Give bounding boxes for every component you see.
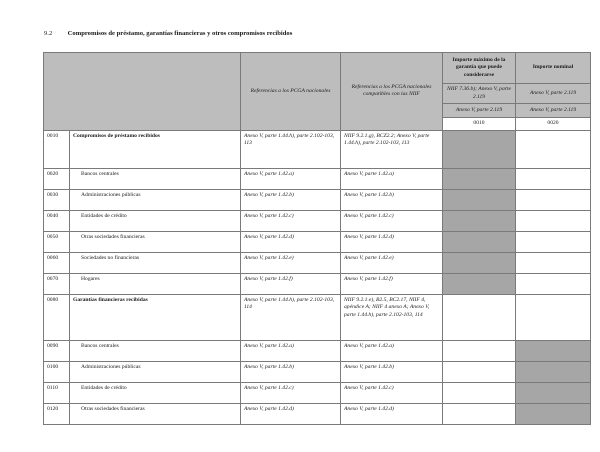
shaded-cell xyxy=(443,168,516,189)
row-code: 0020 xyxy=(44,168,70,189)
row-ref-niif: Anexo V, parte 1.42.b) xyxy=(341,189,443,210)
row-ref-niif: NIIF 9.2.1.e), B2.5, BC2.17, NIIF 4, apéndice A; NIIF 4 anexo A; Anexo V, parte 1.44.h), parte 2.102-103, 114 xyxy=(341,294,443,340)
row-ref-niif: Anexo V, parte 1.42.a) xyxy=(341,168,443,189)
value-cell xyxy=(443,294,516,340)
row-ref-niif: NIIF 9.2.1.g), BCZ2.2; Anexo V, parte 1.44.h), parte 2.102-103, 113 xyxy=(341,130,443,168)
section-title: Compromisos de préstamo, garantías financieras y otros compromisos recibidos xyxy=(67,30,293,37)
row-label: Administraciones públicas xyxy=(70,361,241,382)
shaded-cell xyxy=(443,273,516,294)
row-code: 0120 xyxy=(44,403,70,424)
row-ref-pcga: Anexo V, parte 1.44.h), parte 2.102-103, 113 xyxy=(241,130,341,168)
shaded-cell xyxy=(443,252,516,273)
row-ref-niif: Anexo V, parte 1.42.b) xyxy=(341,361,443,382)
value-cell xyxy=(516,252,591,273)
row-ref-niif: Anexo V, parte 1.42.c) xyxy=(341,382,443,403)
header-ref-niif: Referencias a los PCGA nacionales compatibles con las NIIF xyxy=(341,53,443,131)
table-row xyxy=(44,168,591,189)
row-label: Otras sociedades financieras xyxy=(70,403,241,424)
table-row xyxy=(44,361,591,382)
shaded-cell xyxy=(516,382,591,403)
row-label: Garantías financieras recibidas xyxy=(70,294,241,340)
row-ref-niif: Anexo V, parte 1.42.a) xyxy=(341,340,443,361)
header-col1-ref-niif: NIIF 7.36.b); Anexo V, parte 2.119 xyxy=(443,84,516,104)
value-cell xyxy=(516,130,591,168)
row-code: 0080 xyxy=(44,294,70,340)
header-col1-code: 0010 xyxy=(443,118,516,131)
header-col1-ref-pcga: Anexo V, parte 2.119 xyxy=(443,104,516,118)
table-row xyxy=(44,403,591,424)
value-cell xyxy=(516,294,591,340)
shaded-cell xyxy=(516,361,591,382)
value-cell xyxy=(516,231,591,252)
row-label: Hogares xyxy=(70,273,241,294)
shaded-cell xyxy=(443,210,516,231)
row-ref-pcga: Anexo V, parte 1.44.h), parte 2.102-103, 114 xyxy=(241,294,341,340)
table-row xyxy=(44,340,591,361)
value-cell xyxy=(516,189,591,210)
shaded-cell xyxy=(516,340,591,361)
value-cell xyxy=(443,403,516,424)
row-code: 0100 xyxy=(44,361,70,382)
row-label: Compromisos de préstamo recibidos xyxy=(70,130,241,168)
shaded-cell xyxy=(443,189,516,210)
row-ref-pcga: Anexo V, parte 1.42.e) xyxy=(241,252,341,273)
row-ref-niif: Anexo V, parte 1.42.f) xyxy=(341,273,443,294)
row-ref-pcga: Anexo V, parte 1.42.c) xyxy=(241,210,341,231)
row-ref-pcga: Anexo V, parte 1.42.b) xyxy=(241,189,341,210)
row-ref-pcga: Anexo V, parte 1.42.d) xyxy=(241,403,341,424)
header-ref-pcga: Referencias a los PCGA nacionales xyxy=(241,53,341,131)
shaded-cell xyxy=(516,403,591,424)
row-label: Bancos centrales xyxy=(70,168,241,189)
shaded-cell xyxy=(443,231,516,252)
value-cell xyxy=(443,361,516,382)
row-ref-pcga: Anexo V, parte 1.42.a) xyxy=(241,168,341,189)
table-row xyxy=(44,231,591,252)
row-label: Entidades de crédito xyxy=(70,382,241,403)
value-cell xyxy=(516,273,591,294)
value-cell xyxy=(443,382,516,403)
row-label: Otras sociedades financieras xyxy=(70,231,241,252)
row-label: Administraciones públicas xyxy=(70,189,241,210)
section-heading xyxy=(44,30,292,37)
header-blank-cell xyxy=(44,53,241,131)
header-col2-code: 0020 xyxy=(516,118,591,131)
row-ref-pcga: Anexo V, parte 1.42.c) xyxy=(241,382,341,403)
row-code: 0070 xyxy=(44,273,70,294)
header-col2-ref-niif: Anexo V, parte 2.119 xyxy=(516,84,591,104)
value-cell xyxy=(516,210,591,231)
table-row xyxy=(44,189,591,210)
row-code: 0110 xyxy=(44,382,70,403)
row-ref-niif: Anexo V, parte 1.42.c) xyxy=(341,210,443,231)
table-row xyxy=(44,382,591,403)
row-label: Entidades de crédito xyxy=(70,210,241,231)
row-code: 0090 xyxy=(44,340,70,361)
row-code: 0060 xyxy=(44,252,70,273)
row-label: Bancos centrales xyxy=(70,340,241,361)
table-row xyxy=(44,294,591,340)
value-cell xyxy=(516,168,591,189)
data-table xyxy=(43,52,591,425)
table-row xyxy=(44,130,591,168)
row-code: 0010 xyxy=(44,130,70,168)
row-ref-niif: Anexo V, parte 1.42.e) xyxy=(341,252,443,273)
row-code: 0030 xyxy=(44,189,70,210)
table-row xyxy=(44,210,591,231)
header-col2-title: Importe nominal xyxy=(516,53,591,84)
row-ref-pcga: Anexo V, parte 1.42.d) xyxy=(241,231,341,252)
row-ref-niif: Anexo V, parte 1.42.d) xyxy=(341,231,443,252)
row-label: Sociedades no financieras xyxy=(70,252,241,273)
row-ref-niif: Anexo V, parte 1.42.d) xyxy=(341,403,443,424)
row-code: 0040 xyxy=(44,210,70,231)
header-col1-title: Importe máximo de la garantía que puede considerarse xyxy=(443,53,516,84)
shaded-cell xyxy=(443,130,516,168)
row-ref-pcga: Anexo V, parte 1.42.a) xyxy=(241,340,341,361)
header-col2-ref-pcga: Anexo V, parte 2.119 xyxy=(516,104,591,118)
value-cell xyxy=(443,340,516,361)
row-ref-pcga: Anexo V, parte 1.42.f) xyxy=(241,273,341,294)
table-row xyxy=(44,252,591,273)
row-ref-pcga: Anexo V, parte 1.42.b) xyxy=(241,361,341,382)
section-number: 9.2 xyxy=(44,30,53,37)
row-code: 0050 xyxy=(44,231,70,252)
table-row xyxy=(44,273,591,294)
